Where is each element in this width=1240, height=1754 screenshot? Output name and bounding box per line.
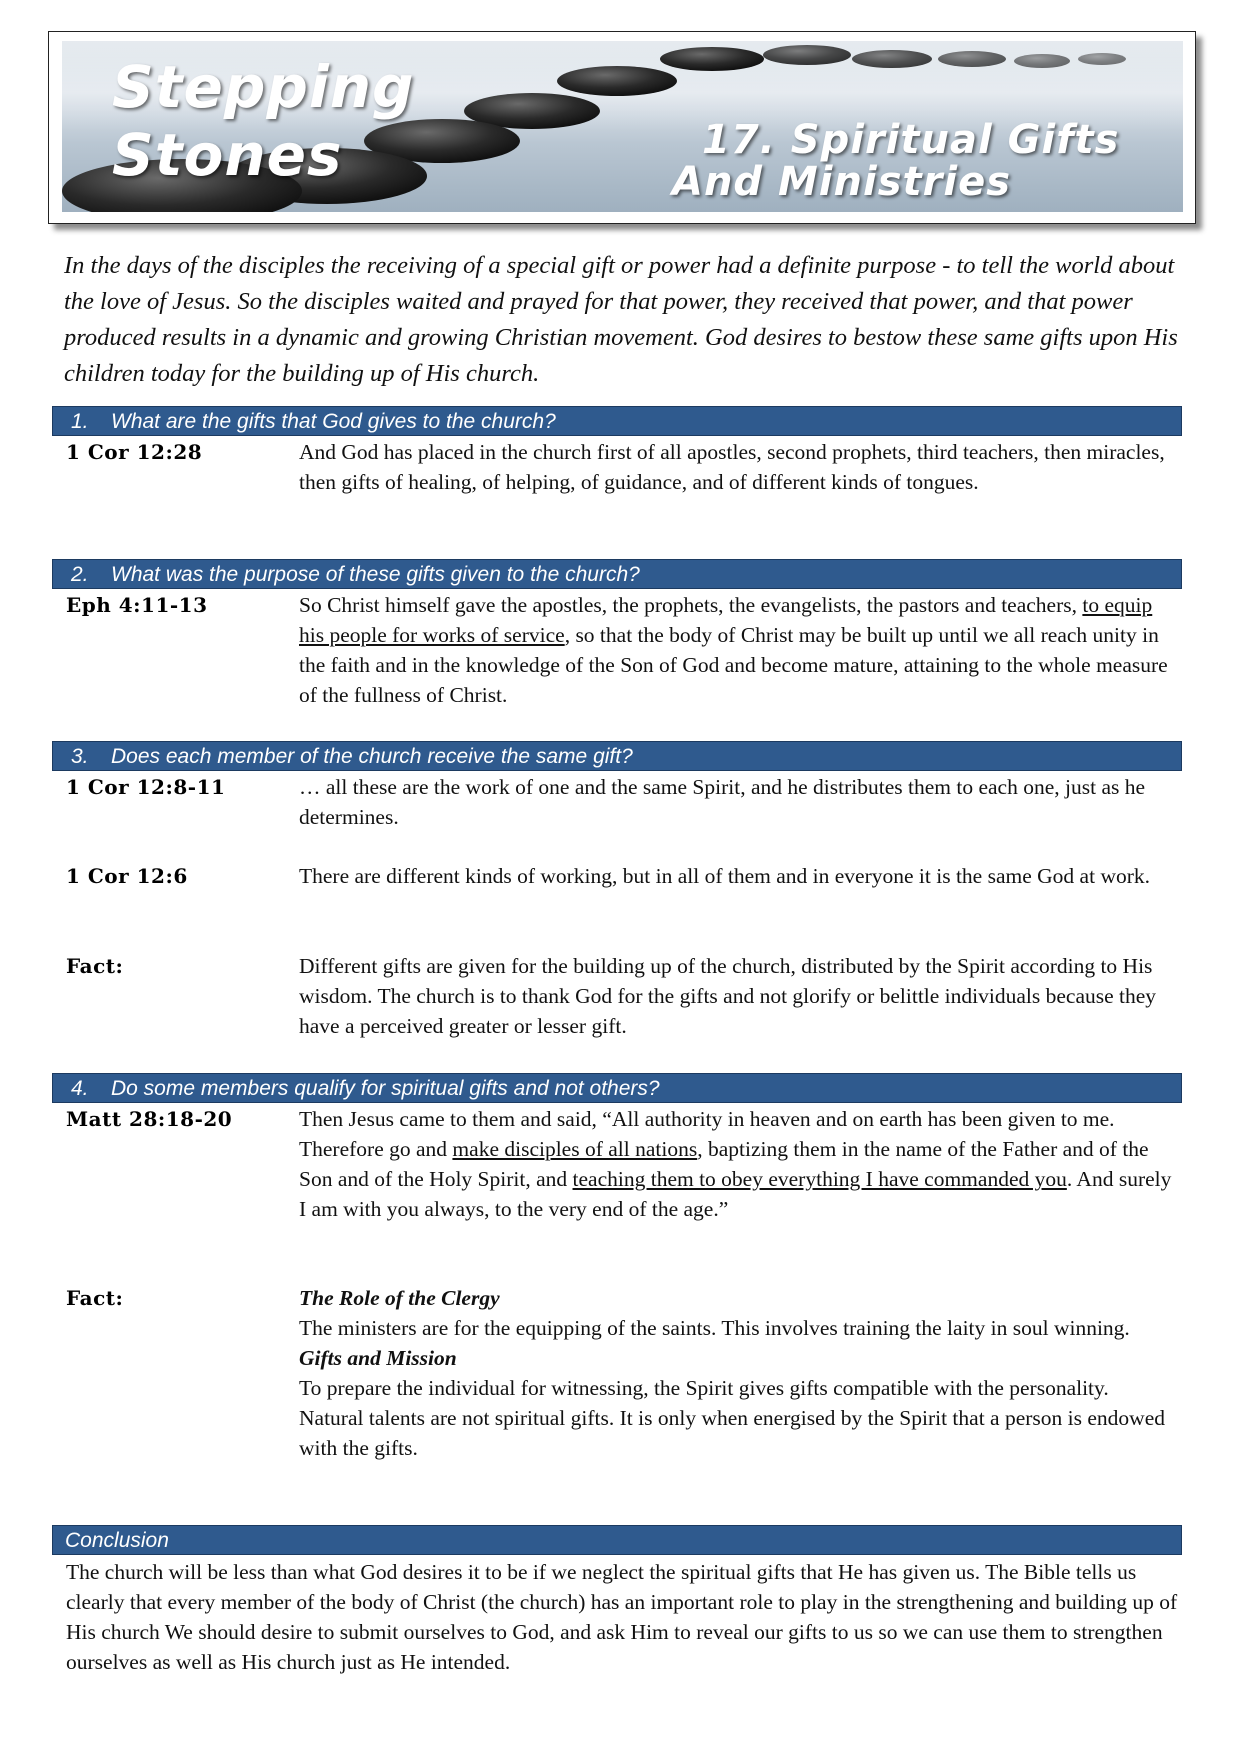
section-question: What are the gifts that God gives to the church? [111, 410, 556, 433]
lesson-title-line1: 17. Spiritual Gifts [702, 117, 1120, 163]
section-1-heading [52, 406, 1182, 436]
scripture-text: Then Jesus came to them and said, “All authority in heaven and on earth has been given to me. Therefore go and make disciples of all nations, baptizing them in the name of the Father and of the Son and of the Holy Spirit, and teaching them to obey everything I have commanded you. And surely I am with you always, to the very end of the age.” [299, 1107, 1172, 1221]
banner-title-line2: Stones [112, 121, 343, 189]
banner-title-line1: Stepping [112, 53, 415, 121]
scripture-text: … all these are the work of one and the same Spirit, and he distributes them to each one, just as he determines. [299, 775, 1146, 829]
section-question: Do some members qualify for spiritual gifts and not others? [111, 1077, 660, 1100]
banner [48, 31, 1196, 224]
scripture-reference: 1 Cor 12:8-11 [66, 775, 226, 799]
section-number: 4. [71, 1077, 89, 1100]
fact-label: Fact: [66, 1286, 124, 1310]
fact-text: To prepare the individual for witnessing, the Spirit gives gifts compatible with the personality. Natural talents are not spiritual gifts. It is only when energised by the Spirit that a person is endowed with the gifts. [299, 1376, 1165, 1460]
scripture-reference: 1 Cor 12:28 [66, 440, 203, 464]
intro-paragraph: In the days of the disciples the receiving of a special gift or power had a definite purpose - to tell the world about the love of Jesus. So the disciples waited and prayed for that power, they received that power, and that power produced results in a dynamic and growing Christian movement. God desires to bestow these same gifts upon His children today for the building up of His church. [64, 252, 1178, 387]
section-3-heading [52, 741, 1182, 771]
fact-content [299, 1283, 1174, 1463]
section-number: 1. [71, 410, 89, 433]
subheading-gifts-and-mission: Gifts and Mission [299, 1346, 457, 1370]
conclusion-heading: Conclusion [52, 1525, 1182, 1555]
conclusion-text: The church will be less than what God desires it to be if we neglect the spiritual gifts that He has given us. The Bible tells us clearly that every member of the body of Christ (the church) has an important role to play in the strengthening and building up of His church We should desire to submit ourselves to God, and ask Him to reveal our gifts to us so we can use them to strengthen ourselves as well as His church just as He intended. [66, 1560, 1178, 1674]
fact-text: Different gifts are given for the building up of the church, distributed by the Spirit according to His wisdom. The church is to thank God for the gifts and not glorify or belittle individuals because they have a perceived greater or lesser gift. [299, 954, 1157, 1038]
lesson-title-line2: And Ministries [672, 159, 1011, 205]
underlined-phrase: teaching them to obey everything I have commanded you [572, 1167, 1067, 1191]
banner-image-stepping-stones [62, 41, 1183, 212]
section-number: 3. [71, 745, 89, 768]
underlined-phrase: make disciples of all nations [452, 1137, 698, 1161]
scripture-text: There are different kinds of working, but in all of them and in everyone it is the same God at work. [299, 864, 1151, 888]
section-question: What was the purpose of these gifts given to the church? [111, 563, 640, 586]
section-2-heading [52, 559, 1182, 589]
section-4-heading [52, 1073, 1182, 1103]
scripture-reference: Eph 4:11-13 [66, 593, 208, 617]
scripture-text: So Christ himself gave the apostles, the prophets, the evangelists, the pastors and teachers, to equip his people for works of service, so that the body of Christ may be built up until we all reach unity in the faith and in the knowledge of the Son of God and become mature, attaining to the whole measure of the fullness of Christ. [299, 593, 1168, 707]
fact-text: The ministers are for the equipping of the saints. This involves training the laity in soul winning. [299, 1316, 1130, 1340]
scripture-reference: 1 Cor 12:6 [66, 864, 188, 888]
scripture-text: And God has placed in the church first of all apostles, second prophets, third teachers, then miracles, then gifts of healing, of helping, of guidance, and of different kinds of tongues. [299, 440, 1165, 494]
section-number: 2. [71, 563, 89, 586]
fact-label: Fact: [66, 954, 124, 978]
scripture-reference: Matt 28:18-20 [66, 1107, 233, 1131]
section-question: Does each member of the church receive the same gift? [111, 745, 633, 768]
underlined-phrase: to equip his people for works of service [299, 593, 1153, 647]
subheading-role-of-clergy: The Role of the Clergy [299, 1286, 500, 1310]
